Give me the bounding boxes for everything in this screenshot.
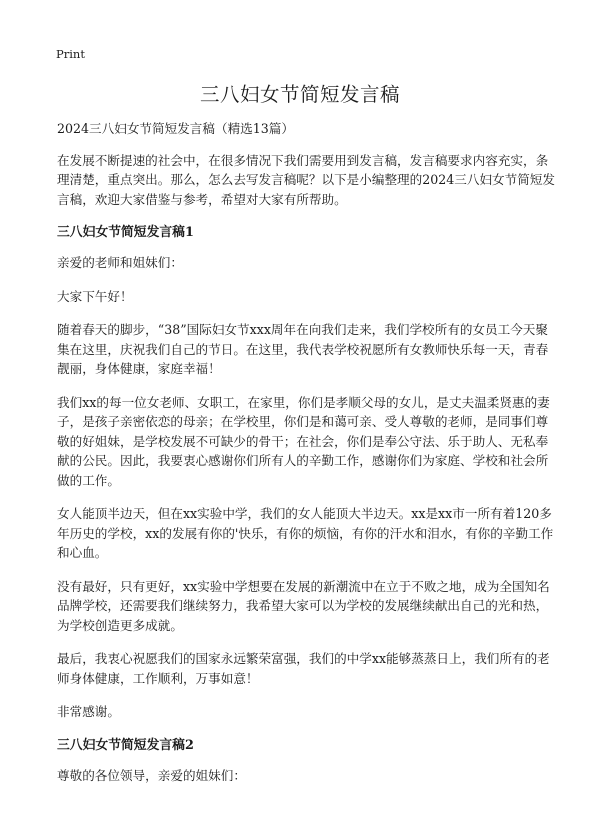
body-paragraph: 女人能顶半边天，但在xx实验中学，我们的女人能顶大半边天。xx是xx市一所有着120多年历史的学校，xx的发展有你的'快乐，有你的烦恼，有你的汗水和泪水，有你的辛勤工作和心血。 — [57, 506, 554, 560]
salutation: 亲爱的老师和姐妹们： — [57, 255, 183, 270]
body-paragraph: 最后，我衷心祝愿我们的国家永远繁荣富强，我们的中学xx能够蒸蒸日上，我们所有的老师身体健康，工作顺利，万事如意！ — [57, 651, 550, 686]
body-paragraph: 我们xx的每一位女老师、女职工，在家里，你们是孝顺父母的女儿，是丈夫温柔贤惠的妻子，是孩子亲密依恋的母亲；在学校里，你们是和蔼可亲、受人尊敬的老师，是同事们尊敬的好姐妹，是学校发展不可缺少的骨干；在社会，你们是奉公守法、乐于助人、无私奉献的公民。因此，我要衷心感谢你们所有人的辛勤工作，感谢你们为家庭、学校和社会所做的工作。 — [57, 394, 550, 488]
print-link[interactable]: Print — [56, 47, 85, 61]
closing: 非常感谢。 — [57, 704, 120, 719]
article-subtitle: 2024三八妇女节简短发言稿（精选13篇） — [57, 121, 294, 136]
intro-paragraph: 在发展不断提速的社会中，在很多情况下我们需要用到发言稿，发言稿要求内容充实，条理清楚，重点突出。那么，怎么去写发言稿呢？以下是小编整理的2024三八妇女节简短发言稿，欢迎大家借鉴与参考，希望对大家有所帮助。 — [57, 152, 556, 207]
page-title: 三八妇女节简短发言稿 — [199, 83, 400, 106]
body-paragraph: 没有最好，只有更好，xx实验中学想要在发展的新潮流中在立于不败之地，成为全国知名品牌学校，还需要我们继续努力，我希望大家可以为学校的发展继续献出自己的光和热，为学校创造更多成就。 — [57, 578, 550, 633]
section-heading-2: 三八妇女节简短发言稿2 — [57, 737, 194, 753]
section-heading-1: 三八妇女节简短发言稿1 — [57, 225, 194, 240]
salutation: 尊敬的各位领导，亲爱的姐妹们： — [57, 767, 246, 783]
article-body — [57, 119, 557, 799]
body-paragraph: 随着春天的脚步，“38”国际妇女节xxx周年在向我们走来，我们学校所有的女员工今天聚集在这里，庆祝我们自己的节日。在这里，我代表学校祝愿所有女教师快乐每一天，青春靓丽，身体健康，家庭幸福！ — [57, 322, 549, 376]
greeting: 大家下午好！ — [57, 288, 133, 304]
